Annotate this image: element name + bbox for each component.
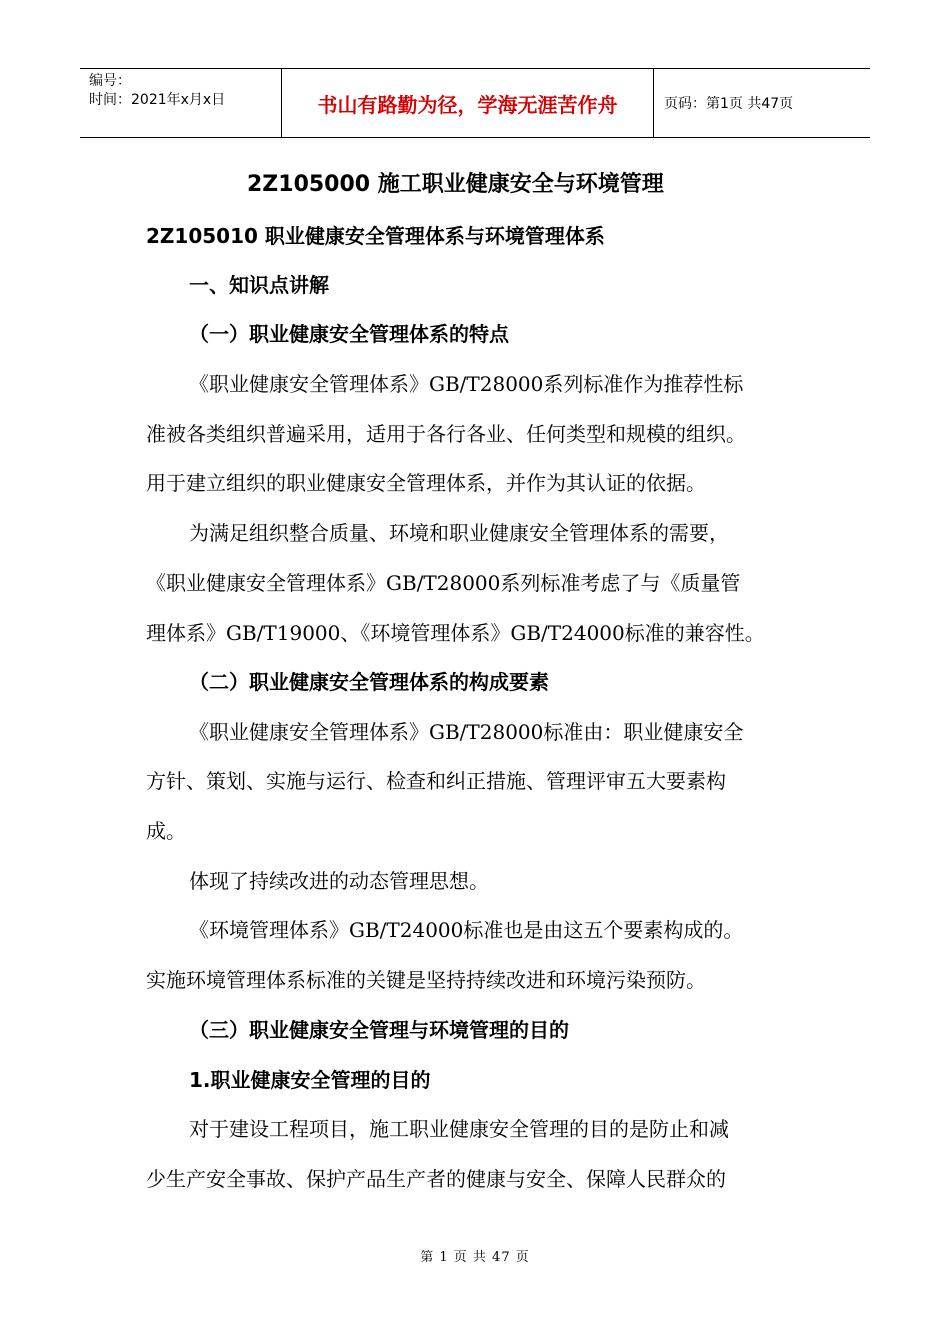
paragraph-line: 为满足组织整合质量、环境和职业健康安全管理体系的需要， [189,521,729,545]
paragraph-line: 《职业健康安全管理体系》GB/T28000系列标准作为推荐性标 [189,372,744,396]
subheading-characteristics: （一）职业健康安全管理体系的特点 [189,322,509,346]
document-time-label: 时间：2021年x月x日 [89,92,226,108]
section-heading: 2Z105010 职业健康安全管理体系与环境管理体系 [146,224,605,248]
document-number-label: 编号： [89,73,131,89]
header-page-info: 页码：第1页 共47页 [664,96,794,112]
paragraph-line: 对于建设工程项目，施工职业健康安全管理的目的是防止和减 [189,1117,729,1141]
subheading-ohs-purpose: 1.职业健康安全管理的目的 [189,1068,431,1092]
paragraph-line: 理体系》GB/T19000、《环境管理体系》GB/T24000标准的兼容性。 [146,621,765,645]
header-meta-cell [80,69,282,137]
heading-knowledge-points: 一、知识点讲解 [189,273,329,297]
header-motto: 书山有路勤为径，学海无涯苦作舟 [282,69,654,137]
document-title: 2Z105000 施工职业健康安全与环境管理 [247,172,664,197]
paragraph-line: 用于建立组织的职业健康安全管理体系，并作为其认证的依据。 [146,471,706,495]
paragraph-line: 《职业健康安全管理体系》GB/T28000标准由：职业健康安全 [189,720,744,744]
paragraph-line: 实施环境管理体系标准的关键是坚持持续改进和环境污染预防。 [146,968,706,992]
page-footer: 第 1 页 共 47 页 [420,1250,530,1265]
subheading-purpose: （三）职业健康安全管理与环境管理的目的 [189,1018,569,1042]
header-table [80,68,870,138]
paragraph-line: 方针、策划、实施与运行、检查和纠正措施、管理评审五大要素构 [146,769,726,793]
paragraph-line: 体现了持续改进的动态管理思想。 [189,869,489,893]
paragraph-line: 少生产安全事故、保护产品生产者的健康与安全、保障人民群众的 [146,1167,726,1191]
paragraph-line: 《职业健康安全管理体系》GB/T28000系列标准考虑了与《质量管 [146,571,741,595]
paragraph-line: 《环境管理体系》GB/T24000标准也是由这五个要素构成的。 [189,918,744,942]
subheading-elements: （二）职业健康安全管理体系的构成要素 [189,670,549,694]
paragraph-line: 准被各类组织普遍采用，适用于各行各业、任何类型和规模的组织。 [146,422,746,446]
paragraph-line: 成。 [146,819,186,843]
